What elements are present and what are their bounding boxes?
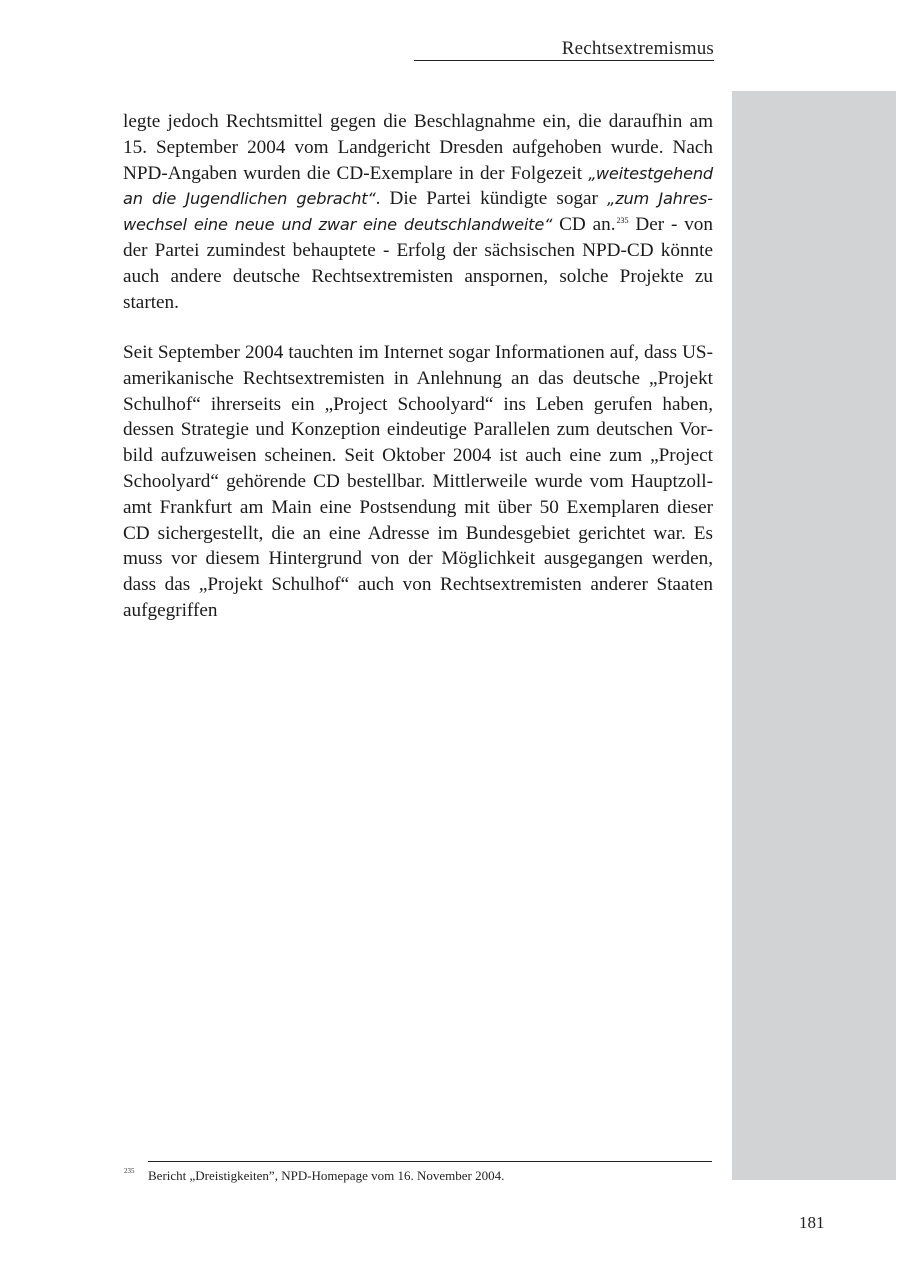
- paragraph-1-text-d: Der - von der Partei zumindest behauptete - Erfolg der sächsischen NPD-CD könnte auch andere deutsche Rechtsextremisten anspornen, solche Projekte zu starten.: [123, 214, 713, 313]
- paragraph-1-text: [123, 109, 713, 315]
- body-paragraph-1: [123, 109, 713, 315]
- footnote-rule: [148, 1161, 712, 1162]
- body-paragraph-2: [123, 340, 713, 624]
- footnote-reference[interactable]: 235: [616, 216, 629, 226]
- running-header-title: Rechtsextremismus: [561, 38, 714, 59]
- paragraph-2-text: Seit September 2004 tauchten im Internet sogar Informationen auf, dass US-amerikanische Rechtsextremisten in Anlehnung an das deutsche „Projekt Schulhof“ ihrerseits ein „Project Schoolyard“ ins Leben gerufen haben, dessen Strategie und Konzeption eindeutige Parallelen zum deutschen Vorbild aufzuweisen scheinen. Seit Oktober 2004 ist auch eine zum „Project Schoolyard“ gehörende CD bestellbar. Mittlerweile wurde vom Hauptzollamt Frankfurt am Main eine Postsendung mit über 50 Exemplaren dieser CD sichergestellt, die an eine Adresse im Bundesgebiet gerichtet war. Es muss vor diesem Hintergrund von der Möglichkeit ausgegangen werden, dass das „Projekt Schulhof“ auch von Rechtsextremisten anderer Staaten aufgegriffen: [123, 342, 713, 621]
- footnote-number: 235: [124, 1167, 135, 1175]
- quote-weitestgehend: „weitestgehend an die Jugendlichen gebracht“: [123, 163, 713, 209]
- quote-jahreswechsel: „zum Jahreswechsel eine neue und zwar eine deutschlandweite“: [123, 189, 714, 235]
- paragraph-1-text-c: CD an.: [552, 214, 616, 236]
- paragraph-1-text-a: legte jedoch Rechtsmittel gegen die Beschlagnahme ein, die daraufhin am 15. September 2004 vom Landgericht Dresden aufgehoben wurde. Nach NPD-Angaben wurden die CD-Exemplare in der Folgezeit: [123, 111, 713, 184]
- margin-side-band: [732, 91, 896, 1180]
- footnote-text: Bericht „Dreistigkeiten”, NPD-Homepage vom 16. November 2004.: [148, 1168, 505, 1183]
- page-number: 181: [799, 1213, 825, 1232]
- paragraph-1-text-b: . Die Partei kündigte sogar: [375, 188, 608, 210]
- header-rule: [414, 60, 714, 61]
